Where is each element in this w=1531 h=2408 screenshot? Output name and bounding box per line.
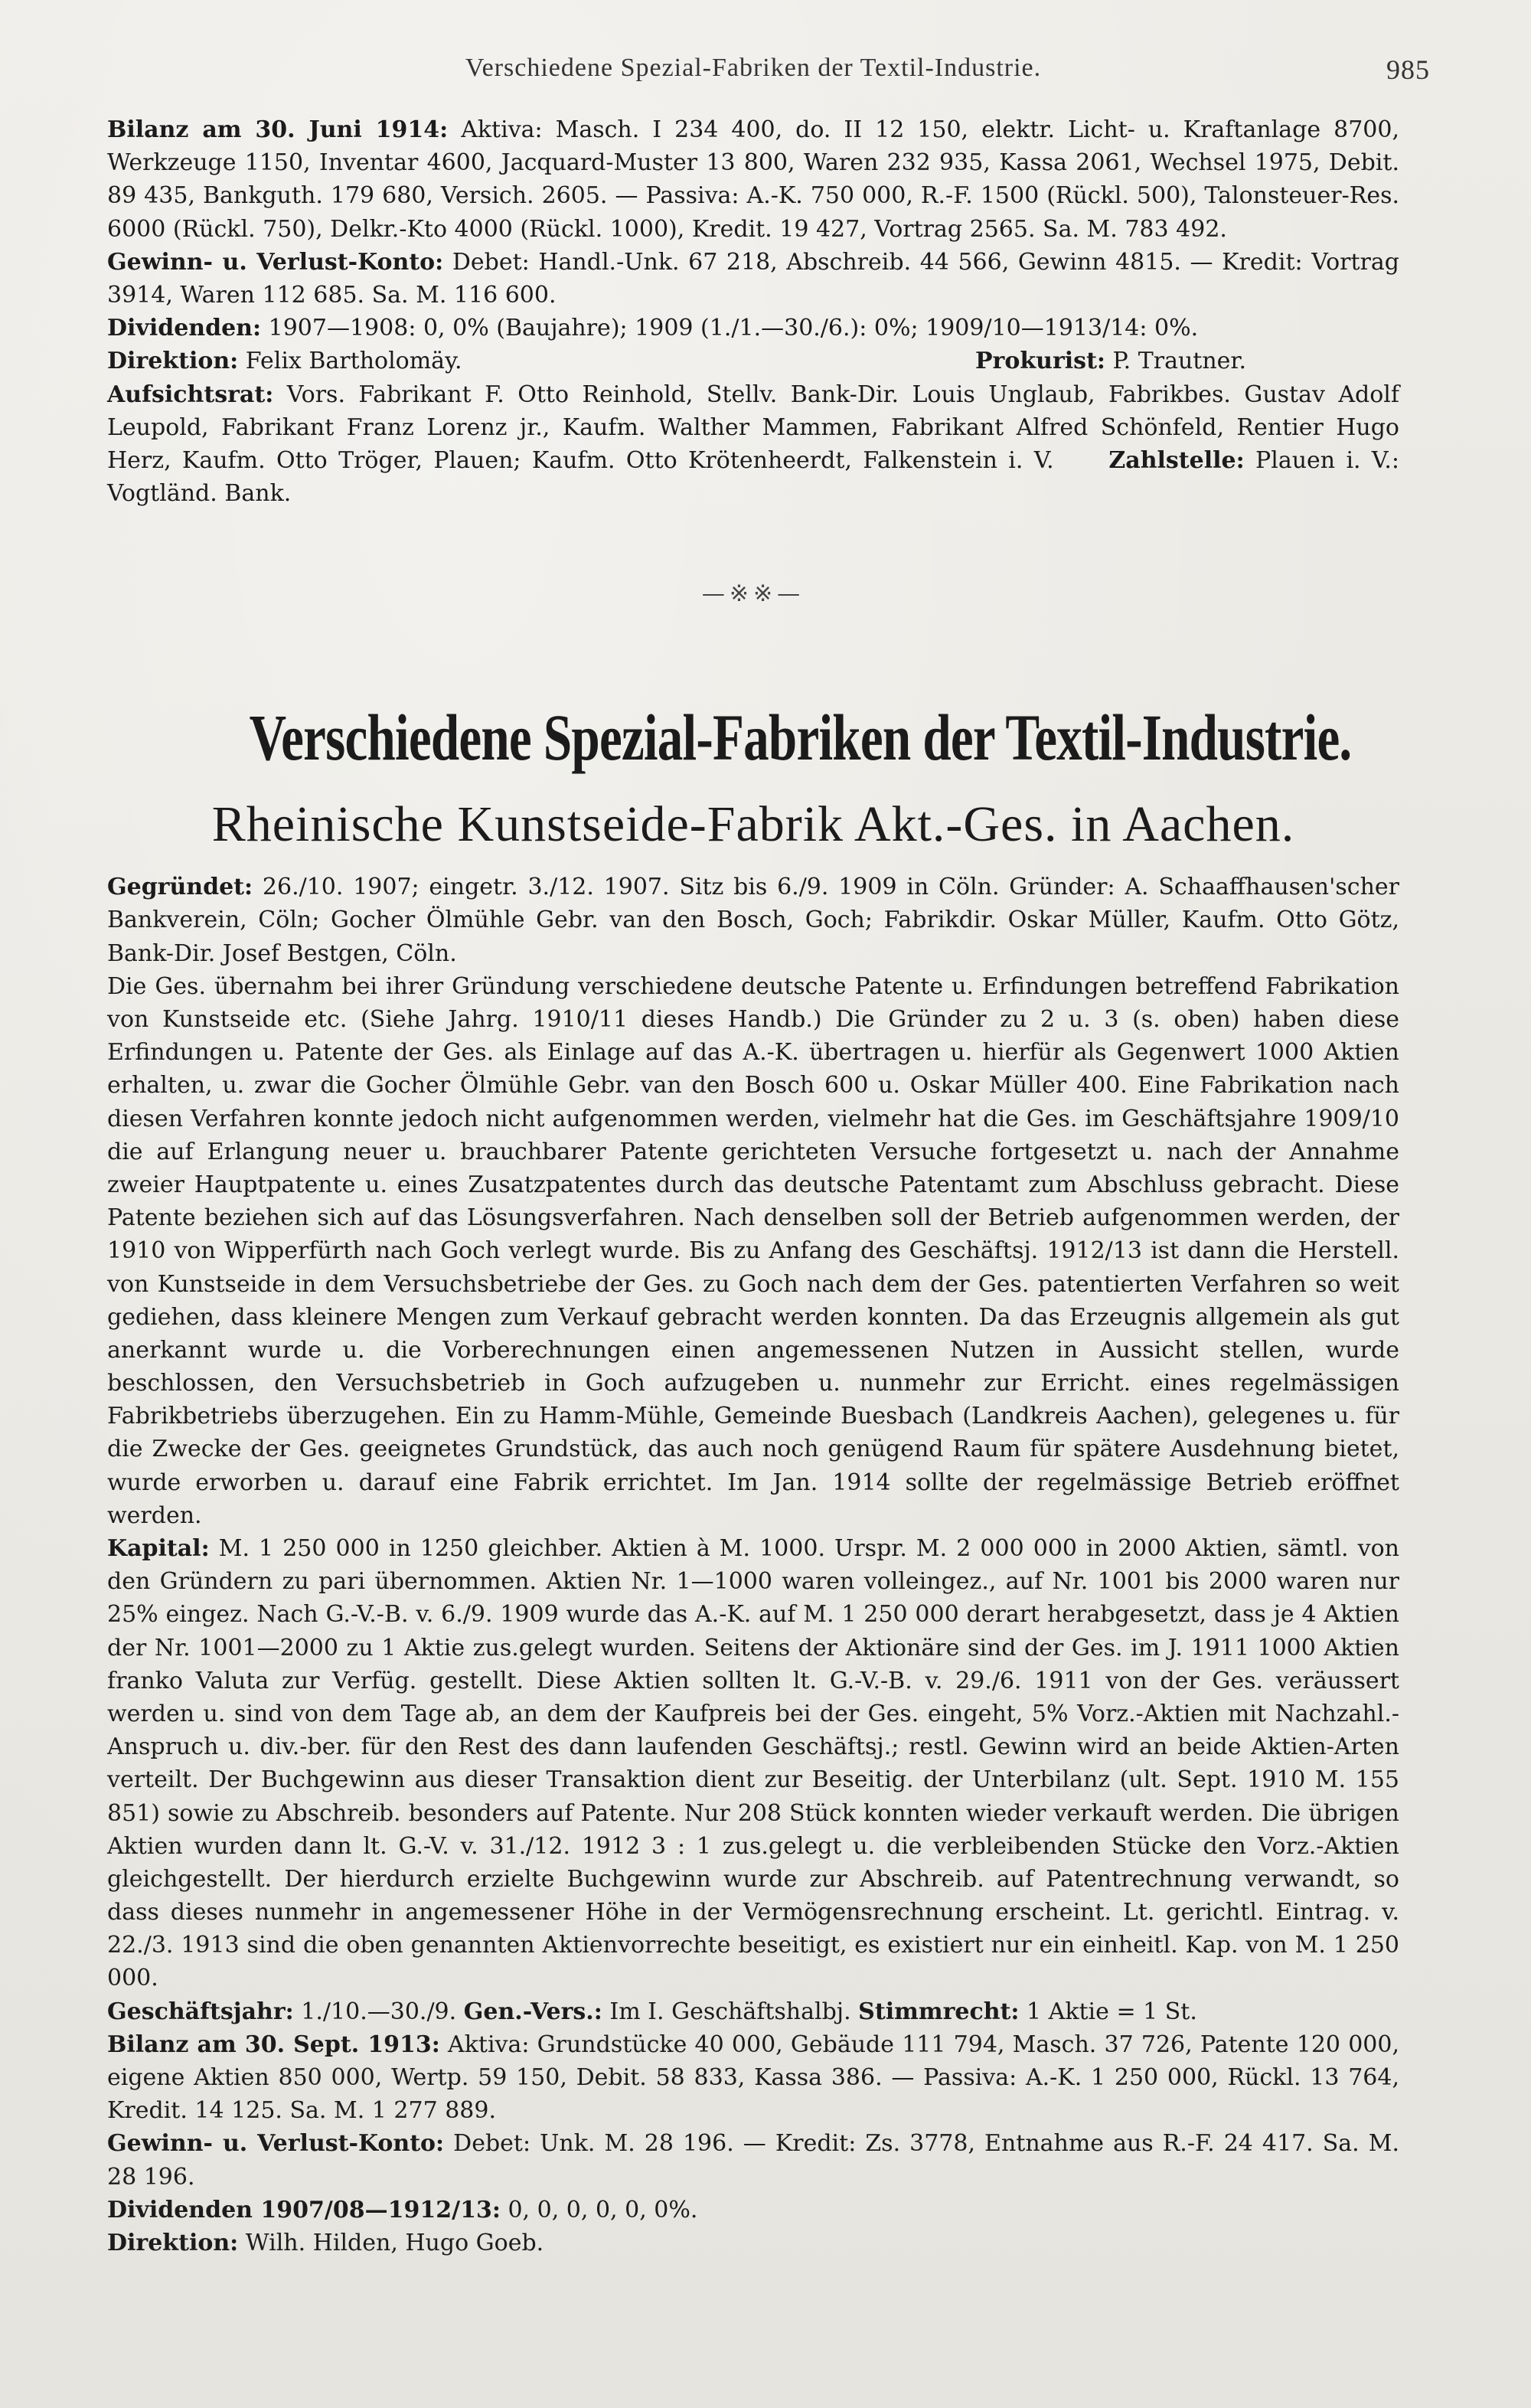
- stimmrecht-label: Stimmrecht:: [858, 1998, 1020, 2025]
- history-paragraph: Die Ges. übernahm bei ihrer Gründung verschiedene deutsche Patente u. Erfindungen betreffend Fabrikation von Kunstseide etc. (Siehe Jahrg. 1910/11 dieses Handb.) Die Gründer zu 2 u. 3 (s. oben) haben diese Erfindungen u. Patente der Ges. als Einlage auf das A.-K. übertragen u. hierfür als Gegenwert 1000 Aktien erhalten, u. zwar die Gocher Ölmühle Gebr. van den Bosch 600 u. Oskar Müller 400. Eine Fabrikation nach diesen Verfahren konnte jedoch nicht aufgenommen werden, vielmehr hat die Ges. im Geschäftsjahre 1909/10 die auf Erlangung neuer u. brauchbarer Patente gerichteten Versuche fortgesetzt u. nach der Annahme zweier Hauptpatente u. eines Zusatzpatentes durch das deutsche Patentamt zum Abschluss gebracht. Diese Patente beziehen sich auf das Lösungsverfahren. Nach denselben soll der Betrieb aufgenommen werden, der 1910 von Wipperfürth nach Goch verlegt wurde. Bis zu Anfang des Geschäftsj. 1912/13 ist dann die Herstell. von Kunstseide in dem Versuchsbetriebe der Ges. zu Goch nach dem der Ges. patentierten Verfahren so weit gediehen, dass kleinere Mengen zum Verkauf gebracht werden konnten. Da das Erzeugnis allgemein als gut anerkannt wurde u. die Vorberechnungen einen angemessenen Nutzen in Aussicht stellen, wurde beschlossen, den Versuchsbetrieb in Goch aufzugeben u. nunmehr zur Erricht. eines regelmässigen Fabrikbetriebs überzugehen. Ein zu Hamm-Mühle, Gemeinde Buesbach (Landkreis Aachen), gelegenes u. für die Zwecke der Ges. geeignetes Grundstück, das auch noch genügend Raum für spätere Ausdehnung bietet, wurde erworben u. darauf eine Fabrik errichtet. Im Jan. 1914 sollte der regelmässige Betrieb eröffnet werden.: [107, 972, 1399, 1529]
- dividenden-label: Dividenden:: [107, 315, 262, 342]
- guv-1913-paragraph: [107, 2127, 1399, 2193]
- dividenden-1913-paragraph: [107, 2194, 1399, 2227]
- company-name: Rheinische Kunstseide-Fabrik Akt.-Ges. in Aachen.: [211, 796, 1295, 853]
- dividenden-text: 1907—1908: 0, 0% (Baujahre); 1909 (1./1.—30./6.): 0%; 1909/10—1913/14: 0%.: [268, 315, 1199, 342]
- bilanz-label: Bilanz am 30. Juni 1914:: [107, 116, 449, 143]
- guv-1913-text: Debet: Unk. M. 28 196. — Kredit: Zs. 3778, Entnahme aus R.-F. 24 417. Sa. M. 28 196.: [107, 2130, 1399, 2191]
- zahlstelle-text: Plauen i. V.: Vogtländ. Bank.: [107, 446, 1399, 508]
- guv-paragraph: [107, 246, 1399, 312]
- bilanz-1913-paragraph: [107, 2028, 1399, 2128]
- page-number: 985: [1386, 54, 1430, 85]
- gegruendet-paragraph: [107, 871, 1399, 970]
- genvers-label: Gen.-Vers.:: [463, 1998, 602, 2025]
- dividenden-paragraph: [107, 312, 1399, 345]
- bilanz-1913-text: Aktiva: Grundstücke 40 000, Gebäude 111 794, Masch. 37 726, Patente 120 000, eigene Aktien 850 000, Wertp. 59 150, Debit. 58 833, Kassa 386. — Passiva: A.-K. 1 250 000, Rückl. 13 764, Kredit. 14 125. Sa. M. 1 277 889.: [107, 2031, 1399, 2125]
- aufsichtsrat-label: Aufsichtsrat:: [107, 381, 274, 408]
- bilanz-text: Aktiva: Masch. I 234 400, do. II 12 150, elektr. Licht- u. Kraftanlage 8700, Werkzeuge 1150, Inventar 4600, Jacquard-Muster 13 800, Waren 232 935, Kassa 2061, Wechsel 1975, Debit. 89 435, Bankguth. 179 680, Versich. 2605. — Passiva: A.-K. 750 000, R.-F. 1500 (Rückl. 500), Talonsteuer-Res. 6000 (Rückl. 750), Delkr.-Kto 4000 (Rückl. 1000), Kredit. 19 427, Vortrag 2565. Sa. M. 783 492.: [107, 116, 1399, 243]
- guv-text: Debet: Handl.-Unk. 67 218, Abschreib. 44 566, Gewinn 4815. — Kredit: Vortrag 3914, Waren 112 685. Sa. M. 116 600.: [107, 248, 1399, 309]
- section-title: Verschiedene Spezial-Fabriken der Textil-Industrie.: [249, 701, 1352, 775]
- gegruendet-text: 26./10. 1907; eingetr. 3./12. 1907. Sitz bis 6./9. 1909 in Cöln. Gründer: A. Schaaffhausen'scher Bankverein, Cöln; Gocher Ölmühle Gebr. van den Bosch, Goch; Fabrikdir. Oskar Müller, Kaufm. Otto Götz, Bank-Dir. Josef Bestgen, Cöln.: [107, 874, 1399, 967]
- direktion-label: Direktion:: [107, 348, 239, 375]
- kapital-paragraph: [107, 1532, 1399, 1995]
- genvers-text: Im I. Geschäftshalbj.: [609, 1998, 851, 2025]
- direktion-1913-text: Wilh. Hilden, Hugo Goeb.: [245, 2229, 544, 2256]
- prokurist-label: Prokurist:: [975, 348, 1105, 375]
- direktion-1913-label: Direktion:: [107, 2229, 239, 2256]
- bilanz-1913-label: Bilanz am 30. Sept. 1913:: [107, 2031, 440, 2058]
- dividenden-1913-text: 0, 0, 0, 0, 0, 0%.: [508, 2196, 698, 2223]
- kapital-label: Kapital:: [107, 1535, 210, 1562]
- guv-1913-label: Gewinn- u. Verlust-Konto:: [107, 2130, 445, 2158]
- prokurist-text: P. Trautner.: [1112, 348, 1246, 375]
- kapital-text: M. 1 250 000 in 1250 gleichber. Aktien à M. 1000. Urspr. M. 2 000 000 in 2000 Aktien, sämtl. von den Gründern zu pari übernommen. Aktien Nr. 1—1000 waren volleingez., auf Nr. 1001 bis 2000 waren nur 25% eingez. Nach G.-V.-B. v. 6./9. 1909 wurde das A.-K. auf M. 1 250 000 derart herabgesetzt, dass je 4 Aktien der Nr. 1001—2000 zu 1 Aktie zus.gelegt wurden. Seitens der Aktionäre sind der Ges. im J. 1911 1000 Aktien franko Valuta zur Verfüg. gestellt. Diese Aktien sollten lt. G.-V.-B. v. 29./6. 1911 von der Ges. veräussert werden u. sind von dem Tage ab, an dem der Kaufpreis bei der Ges. eingeht, 5% Vorz.-Aktien mit Nachzahl.-Anspruch u. div.-ber. für den Rest des dann laufenden Geschäftsj.; restl. Gewinn wird an beide Aktien-Arten verteilt. Der Buchgewinn aus dieser Transaktion dient zur Beseitig. der Unterbilanz (ult. Sept. 1910 M. 155 851) sowie zu Abschreib. besonders auf Patente. Nur 208 Stück konnten wieder verkauft werden. Die übrigen Aktien wurden dann lt. G.-V. v. 31./12. 1912 3 : 1 zus.gelegt u. die verbleibenden Stücke den Vorz.-Aktien gleichgestellt. Der hierdurch erzielte Buchgewinn wurde zur Abschreib. auf Patentrechnung verwandt, so dass dieses nunmehr in angemessener Höhe in der Vermögensrechnung erscheint. Lt. gerichtl. Eintrag. v. 22./3. 1913 sind die oben genannten Aktienvorrechte beseitigt, es existiert nur ein einheitl. Kap. von M. 1 250 000.: [107, 1535, 1399, 1992]
- bilanz-paragraph: [107, 113, 1399, 246]
- running-header: [107, 54, 1430, 100]
- previous-company-entry: [107, 113, 1399, 510]
- stimmrecht-text: 1 Aktie = 1 St.: [1027, 1998, 1197, 2025]
- running-title: Verschiedene Spezial-Fabriken der Textil-Industrie.: [465, 54, 1042, 82]
- direktion-text: Felix Bartholomäy.: [245, 348, 462, 375]
- zahlstelle-label: Zahlstelle:: [1108, 446, 1245, 474]
- geschaeftsjahr-paragraph: [107, 1995, 1399, 2028]
- dividenden-1913-label: Dividenden 1907/08—1912/13:: [107, 2196, 501, 2223]
- aufsichtsrat-paragraph: [107, 378, 1399, 511]
- section-divider: —※※—: [701, 580, 805, 608]
- geschaeftsjahr-text: 1./10.—30./9.: [301, 1998, 457, 2025]
- direktion-1913-paragraph: [107, 2227, 1399, 2259]
- aufsichtsrat-text: Vors. Fabrikant F. Otto Reinhold, Stellv. Bank-Dir. Louis Unglaub, Fabrikbes. Gustav Adolf Leupold, Fabrikant Franz Lorenz jr., Kaufm. Walther Mammen, Fabrikant Alfred Schönfeld, Rentier Hugo Herz, Kaufm. Otto Tröger, Plauen; Kaufm. Otto Krötenheerdt, Falkenstein i. V.: [107, 381, 1399, 474]
- gegruendet-label: Gegründet:: [107, 874, 253, 901]
- direktion-paragraph: [107, 345, 1399, 377]
- company-entry: [107, 871, 1399, 2259]
- geschaeftsjahr-label: Geschäftsjahr:: [107, 1998, 294, 2025]
- guv-label: Gewinn- u. Verlust-Konto:: [107, 248, 444, 276]
